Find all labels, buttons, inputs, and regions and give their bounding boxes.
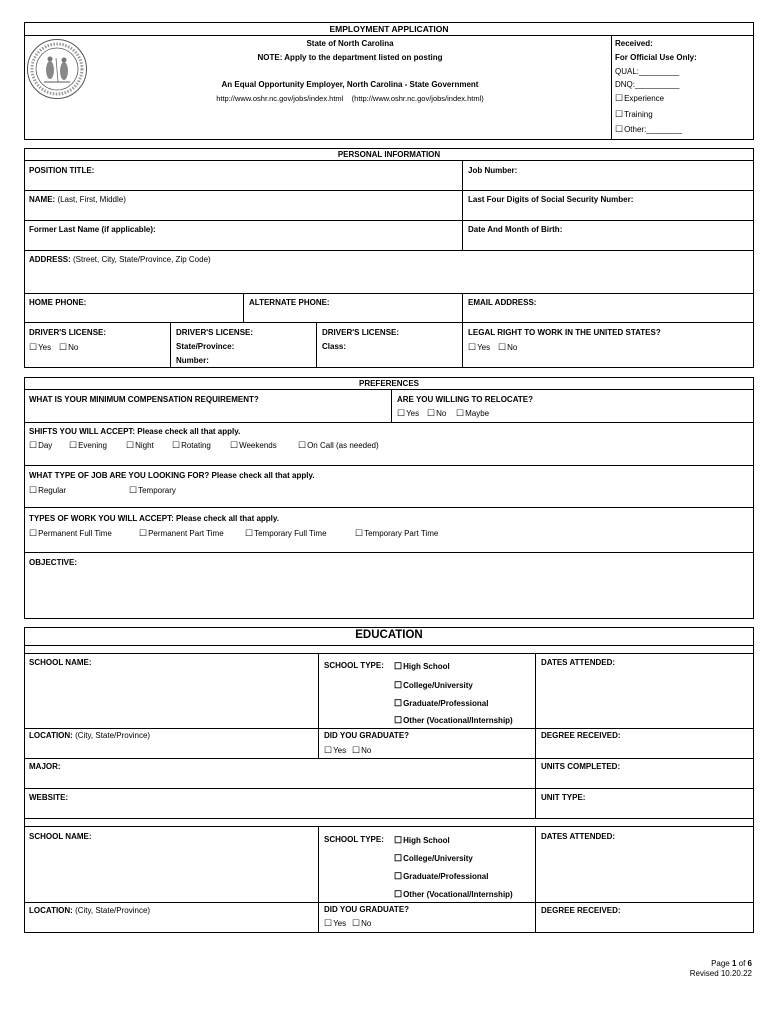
school1-graduate-checkbox[interactable]: ☐ Graduate/Professional xyxy=(394,699,488,708)
school1-units-field[interactable]: UNITS COMPLETED: xyxy=(541,762,621,771)
dl-class-field[interactable]: Class: xyxy=(322,342,347,351)
home-phone-field[interactable]: HOME PHONE: xyxy=(29,298,87,307)
header-title-divider xyxy=(24,35,754,36)
school2-dates-field[interactable]: DATES ATTENDED: xyxy=(541,832,616,841)
school2-college-checkbox[interactable]: ☐ College/University xyxy=(394,854,473,863)
school1-type-label: SCHOOL TYPE: xyxy=(324,661,384,670)
school2-grad-no-checkbox[interactable]: ☐ No xyxy=(352,919,371,928)
preferences-box xyxy=(24,377,754,619)
school2-other-checkbox[interactable]: ☐ Other (Vocational/Internship) xyxy=(394,890,513,899)
shift-rotating-checkbox[interactable]: ☐ Rotating xyxy=(172,441,211,450)
dl1-label: DRIVER'S LICENSE: xyxy=(29,328,107,337)
dob-field[interactable]: Date And Month of Birth: xyxy=(468,225,563,234)
school2-graduate-checkbox[interactable]: ☐ Graduate/Professional xyxy=(394,872,488,881)
divider xyxy=(24,758,754,759)
school1-grad-yes-checkbox[interactable]: ☐ Yes xyxy=(324,746,346,755)
relocate-yes-checkbox[interactable]: ☐ Yes xyxy=(397,409,419,418)
divider xyxy=(316,322,317,368)
work-perm-full-checkbox[interactable]: ☐ Permanent Full Time xyxy=(29,529,112,538)
divider xyxy=(24,902,754,903)
school1-highschool-checkbox[interactable]: ☐ High School xyxy=(394,662,450,671)
divider xyxy=(24,465,754,466)
relocate-no-checkbox[interactable]: ☐ No xyxy=(427,409,446,418)
header-note: NOTE: Apply to the department listed on posting xyxy=(257,53,443,62)
divider xyxy=(24,220,754,221)
revised-date: Revised 10.20.22 xyxy=(689,969,752,978)
shift-weekends-checkbox[interactable]: ☐ Weekends xyxy=(230,441,277,450)
school2-highschool-checkbox[interactable]: ☐ High School xyxy=(394,836,450,845)
dl2-label: DRIVER'S LICENSE: xyxy=(176,328,254,337)
divider xyxy=(535,653,536,818)
divider xyxy=(391,389,392,422)
school1-website-field[interactable]: WEBSITE: xyxy=(29,793,69,802)
official-for-use: For Official Use Only: xyxy=(615,53,697,62)
email-field[interactable]: EMAIL ADDRESS: xyxy=(468,298,537,307)
divider xyxy=(170,322,171,368)
shift-oncall-checkbox[interactable]: ☐ On Call (as needed) xyxy=(298,441,379,450)
divider xyxy=(24,552,754,553)
shift-day-checkbox[interactable]: ☐ Day xyxy=(29,441,52,450)
dl-number-field[interactable]: Number: xyxy=(176,356,209,365)
school1-grad-no-checkbox[interactable]: ☐ No xyxy=(352,746,371,755)
divider xyxy=(318,826,319,933)
work-perm-part-checkbox[interactable]: ☐ Permanent Part Time xyxy=(139,529,224,538)
dl-no-checkbox[interactable]: ☐ No xyxy=(59,343,78,352)
school2-grad-yes-checkbox[interactable]: ☐ Yes xyxy=(324,919,346,928)
official-dnq: DNQ:__________ xyxy=(615,80,680,89)
divider xyxy=(24,653,754,654)
header-urls: http://www.oshr.nc.gov/jobs/index.html (http://www.oshr.nc.gov/jobs/index.html) xyxy=(216,94,484,103)
page-number: Page 1 of 6 xyxy=(711,959,752,968)
min-comp-field[interactable]: WHAT IS YOUR MINIMUM COMPENSATION REQUIREMENT? xyxy=(29,395,259,404)
school1-college-checkbox[interactable]: ☐ College/University xyxy=(394,681,473,690)
shifts-label: SHIFTS YOU WILL ACCEPT: Please check all that apply. xyxy=(29,427,241,436)
school2-type-label: SCHOOL TYPE: xyxy=(324,835,384,844)
shift-evening-checkbox[interactable]: ☐ Evening xyxy=(69,441,107,450)
official-other-checkbox[interactable]: ☐ Other:________ xyxy=(615,125,682,134)
school2-name-field[interactable]: SCHOOL NAME: xyxy=(29,832,92,841)
school1-degree-field[interactable]: DEGREE RECEIVED: xyxy=(541,731,621,740)
divider xyxy=(243,293,244,322)
divider xyxy=(24,389,754,390)
job-regular-checkbox[interactable]: ☐ Regular xyxy=(29,486,66,495)
job-type-label: WHAT TYPE OF JOB ARE YOU LOOKING FOR? Please check all that apply. xyxy=(29,471,315,480)
state-seal xyxy=(26,38,88,100)
preferences-section-title: PREFERENCES xyxy=(358,379,419,388)
header-state: State of North Carolina xyxy=(306,39,394,48)
work-temp-full-checkbox[interactable]: ☐ Temporary Full Time xyxy=(245,529,327,538)
address-field[interactable]: ADDRESS: (Street, City, State/Province, Zip Code) xyxy=(29,255,211,264)
dl-state-field[interactable]: State/Province: xyxy=(176,342,235,351)
divider xyxy=(462,160,463,250)
job-number-field[interactable]: Job Number: xyxy=(468,166,518,175)
official-received: Received: xyxy=(615,39,653,48)
divider xyxy=(318,653,319,758)
divider xyxy=(24,818,754,819)
work-temp-part-checkbox[interactable]: ☐ Temporary Part Time xyxy=(355,529,438,538)
education-box xyxy=(24,627,754,933)
dl3-label: DRIVER'S LICENSE: xyxy=(322,328,400,337)
relocate-label: ARE YOU WILLING TO RELOCATE? xyxy=(397,395,533,404)
shift-night-checkbox[interactable]: ☐ Night xyxy=(126,441,154,450)
school2-location-field[interactable]: LOCATION: (City, State/Province) xyxy=(29,906,151,915)
divider xyxy=(24,826,754,827)
official-use-divider xyxy=(611,35,612,140)
dl-yes-checkbox[interactable]: ☐ Yes xyxy=(29,343,51,352)
school1-location-field[interactable]: LOCATION: (City, State/Province) xyxy=(29,731,151,740)
school2-graduate-label: DID YOU GRADUATE? xyxy=(324,905,410,914)
divider xyxy=(462,293,463,368)
work-types-label: TYPES OF WORK YOU WILL ACCEPT: Please check all that apply. xyxy=(29,514,279,523)
objective-field[interactable]: OBJECTIVE: xyxy=(29,558,78,567)
official-experience-checkbox[interactable]: ☐ Experience xyxy=(615,94,664,103)
education-section-title: EDUCATION xyxy=(355,629,423,641)
name-field[interactable]: NAME: (Last, First, Middle) xyxy=(29,195,126,204)
divider xyxy=(24,422,754,423)
divider xyxy=(24,293,754,294)
official-qual: QUAL:_________ xyxy=(615,67,680,76)
official-training-checkbox[interactable]: ☐ Training xyxy=(615,110,653,119)
school1-other-checkbox[interactable]: ☐ Other (Vocational/Internship) xyxy=(394,716,513,725)
school1-major-field[interactable]: MAJOR: xyxy=(29,762,61,771)
personal-section-title: PERSONAL INFORMATION xyxy=(337,150,441,159)
legal-right-label: LEGAL RIGHT TO WORK IN THE UNITED STATES? xyxy=(468,328,661,337)
legal-yes-checkbox[interactable]: ☐ Yes xyxy=(468,343,490,352)
divider xyxy=(24,322,754,323)
divider xyxy=(535,826,536,933)
divider xyxy=(24,160,754,161)
school1-unit-type-field[interactable]: UNIT TYPE: xyxy=(541,793,586,802)
form-title: EMPLOYMENT APPLICATION xyxy=(329,24,449,34)
ssn-field[interactable]: Last Four Digits of Social Security Number: xyxy=(468,195,634,204)
school1-name-field[interactable]: SCHOOL NAME: xyxy=(29,658,92,667)
legal-no-checkbox[interactable]: ☐ No xyxy=(498,343,517,352)
job-temporary-checkbox[interactable]: ☐ Temporary xyxy=(129,486,176,495)
school1-dates-field[interactable]: DATES ATTENDED: xyxy=(541,658,616,667)
divider xyxy=(24,507,754,508)
former-name-field[interactable]: Former Last Name (if applicable): xyxy=(29,225,156,234)
alt-phone-field[interactable]: ALTERNATE PHONE: xyxy=(249,298,330,307)
divider xyxy=(24,788,754,789)
divider xyxy=(24,190,754,191)
divider xyxy=(24,728,754,729)
school1-graduate-label: DID YOU GRADUATE? xyxy=(324,731,410,740)
school2-degree-field[interactable]: DEGREE RECEIVED: xyxy=(541,906,621,915)
header-eoe: An Equal Opportunity Employer, North Carolina - State Government xyxy=(221,80,479,89)
relocate-maybe-checkbox[interactable]: ☐ Maybe xyxy=(456,409,489,418)
divider xyxy=(24,250,754,251)
position-title-field[interactable]: POSITION TITLE: xyxy=(29,166,95,175)
divider xyxy=(24,645,754,646)
